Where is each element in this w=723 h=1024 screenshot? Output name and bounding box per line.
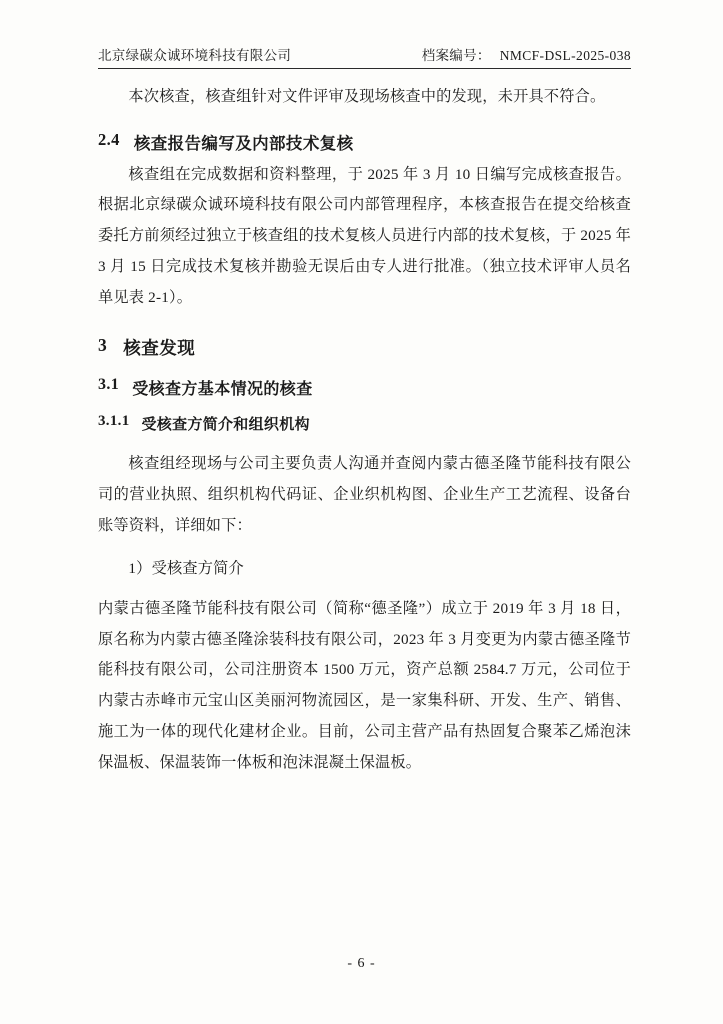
paragraph-intro: 本次核查，核查组针对文件评审及现场核查中的发现，未开具不符合。 xyxy=(128,88,606,105)
page-header xyxy=(98,44,631,69)
spacer xyxy=(98,585,631,594)
heading-3-title: 核查发现 xyxy=(123,338,196,359)
heading-section-3-1 xyxy=(98,376,631,399)
paragraph-3-1-1: 核查组经现场与公司主要负责人沟通并查阅内蒙古德圣隆节能科技有限公司的营业执照、组织机构代码证、企业织机构图、企业生产工艺流程、设备台账等资料，详细如下： xyxy=(98,455,631,534)
heading-section-3-1-1 xyxy=(98,413,631,434)
heading-3-1-title: 受核查方基本情况的核查 xyxy=(132,381,313,399)
header-code-value: NMCF-DSL-2025-038 xyxy=(499,48,631,63)
spacer xyxy=(98,541,631,554)
heading-2-4-number: 2.4 xyxy=(98,129,120,149)
heading-3-1-1-number: 3.1.1 xyxy=(98,413,130,430)
paragraph-company-profile: 内蒙古德圣隆节能科技有限公司（简称“德圣隆”）成立于 2019 年 3 月 18 日，原名称为内蒙古德圣隆涂装科技有限公司，2023 年 3 月变更为内蒙古德圣隆节能科技有限公司，公司注册资本 1500 万元，资产总额 2584.7 万元，公司位于内蒙古赤峰市元宝山区美丽河物流园区，是一家集科研、开发、生产、销售、施工为一体的现代化建材企业。目前，公司主营产品有热固复合聚苯乙烯泡沫保温板、保温装饰一体板和泡沫混凝土保温板。 xyxy=(98,600,631,771)
list-item-1: 1）受核查方简介 xyxy=(128,560,244,578)
spacer xyxy=(98,440,631,449)
heading-section-2-4 xyxy=(98,130,631,154)
header-archive-code xyxy=(422,44,631,64)
heading-3-1-1-title: 受核查方简介和组织机构 xyxy=(141,417,310,434)
header-code-label: 档案编号： xyxy=(421,48,491,63)
paragraph-2-4: 核查组在完成数据和资料整理，于 2025 年 3 月 10 日编写完成核查报告。根据北京绿碳众诚环境科技有限公司内部管理程序，本核查报告在提交给核查委托方前须经过独立于核查组的技术复核人员进行内部的技术复核，于 2025 年 3 月 15 日完成技术复核并勘验无误后由专人进行批准。（独立技术评审人员名单见表 2-1）。 xyxy=(98,165,631,306)
spacer xyxy=(98,69,631,82)
heading-3-1-number: 3.1 xyxy=(98,376,120,394)
heading-section-3 xyxy=(98,335,631,360)
page-content xyxy=(98,44,631,778)
heading-2-4-title: 核查报告编写及内部技术复核 xyxy=(133,133,354,153)
header-company-name: 北京绿碳众诚环境科技有限公司 xyxy=(98,48,292,63)
heading-3-number: 3 xyxy=(98,335,108,356)
page-footer: - 6 - xyxy=(347,956,376,971)
